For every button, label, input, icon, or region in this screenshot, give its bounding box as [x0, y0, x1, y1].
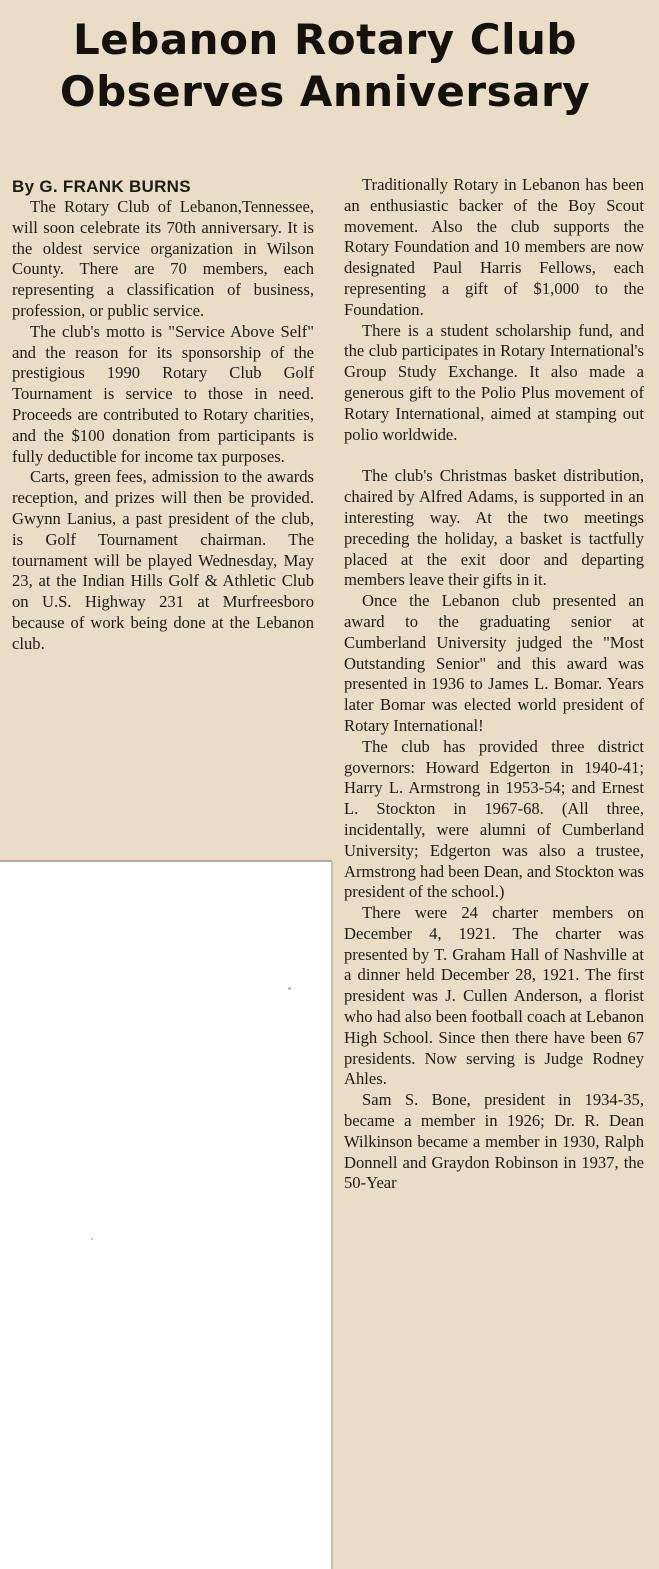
- right-column: [344, 175, 644, 1194]
- article-headline: [10, 14, 640, 118]
- left-column: [12, 197, 314, 655]
- headline-line-1: Lebanon Rotary Club: [73, 15, 577, 64]
- clipping-side-edge: [331, 862, 333, 1569]
- paragraph: There were 24 charter members on December 4, 1921. The charter was presented by T. Graham Hall of Nashville at a dinner held December 28, 1921. The first president was J. Cullen Anderson, a florist who had also been football coach at Lebanon High School. Since then there have been 67 presidents. Now serving is Judge Rodney Ahles.: [344, 903, 644, 1089]
- paragraph: Traditionally Rotary in Lebanon has been an enthusiastic backer of the Boy Scout movement. Also the club supports the Rotary Foundation and 10 members are now designated Paul Harris Fellows, each representing a gift of $1,000 to the Foundation.: [344, 175, 644, 319]
- paragraph: The club has provided three district governors: Howard Edgerton in 1940-41; Harry L. Armstrong in 1953-54; and Ernest L. Stockton in 1967-68. (All three, incidentally, were alumni of Cumberland University; Edgerton was also a trustee, Armstrong had been Dean, and Stockton was president of the school.): [344, 736, 645, 902]
- paragraph: Carts, green fees, admission to the awards reception, and prizes will then be provided. Gwynn Lanius, a past president of the club, is Golf Tournament chairman. The tournament will be played Wednesday, May 23, at the Indian Hills Golf & Athletic Club on U.S. Highway 231 at Murfreesboro because of work being done at the Lebanon club.: [12, 467, 314, 653]
- paragraph: Once the Lebanon club presented an award to the graduating senior at Cumberland University judged the "Most Outstanding Senior" and this award was presented in 1936 to James L. Bomar. Years later Bomar was elected world president of Rotary International!: [344, 591, 644, 735]
- byline: By G. FRANK BURNS: [12, 177, 191, 196]
- paragraph: The club's motto is "Service Above Self" and the reason for its sponsorship of the prestigious 1990 Rotary Club Golf Tournament is service to those in need. Proceeds are contributed to Rotary charities, and the $100 donation from participants is fully deductible for income tax purposes.: [12, 321, 314, 466]
- section-gap: [344, 445, 644, 466]
- clipping-cut-edge: [0, 860, 332, 862]
- scan-speck: [288, 987, 291, 990]
- paragraph: Sam S. Bone, president in 1934-35, became a member in 1926; Dr. R. Dean Wilkinson became a member in 1930, Ralph Donnell and Graydon Robinson in 1937, the 50-Year: [344, 1090, 644, 1193]
- paragraph: The club's Christmas basket distribution, chaired by Alfred Adams, is supported in an interesting way. At the two meetings preceding the holiday, a basket is tactfully placed at the exit door and departing members leave their gifts in it.: [344, 466, 644, 590]
- paragraph: There is a student scholarship fund, and the club participates in Rotary International's Group Study Exchange. It also made a generous gift to the Polio Plus movement of Rotary International, aimed at stamping out polio worldwide.: [344, 320, 644, 444]
- paragraph: The Rotary Club of Lebanon,Tennessee, will soon celebrate its 70th anniversary. It is the oldest service organization in Wilson County. There are 70 members, each representing a classification of business, profession, or public service.: [12, 197, 314, 320]
- headline-line-2: Observes Anniversary: [59, 67, 591, 116]
- scan-speck: [91, 1238, 93, 1240]
